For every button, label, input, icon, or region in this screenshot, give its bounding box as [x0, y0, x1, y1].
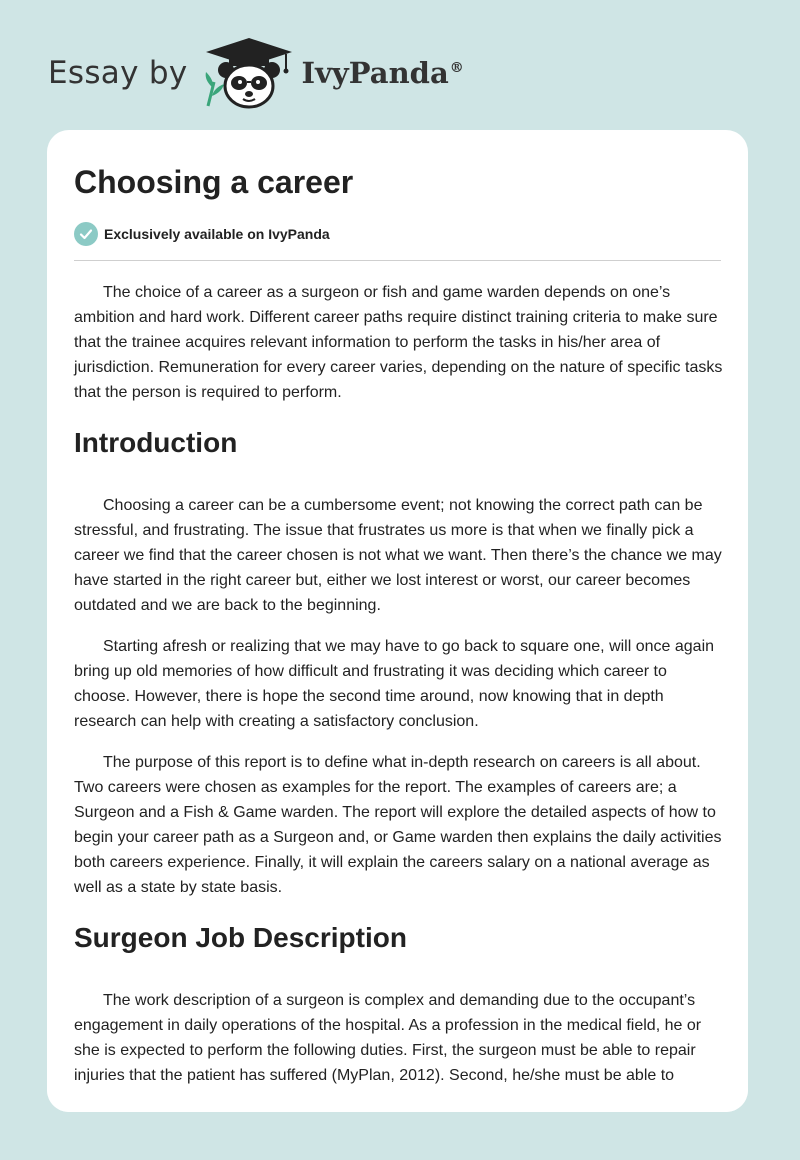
brand-prefix: Essay by [48, 55, 188, 91]
paragraph: Choosing a career can be a cumbersome event; not knowing the correct path can be stressful, and frustrating. The issue that frustrates us more is that when we finally pick a career we find that the career chosen is not what we want. Then there’s the chance we may have started in the right career but, either we lost interest or worst, our career becomes outdated and we are back to the beginning. [74, 497, 722, 614]
badge-text: Exclusively available on IvyPanda [104, 226, 330, 242]
article-body [74, 280, 723, 1112]
section-heading-surgeon-job-description: Surgeon Job Description [74, 922, 407, 953]
brand-header[interactable] [48, 36, 464, 110]
check-icon [74, 222, 98, 246]
intro-paragraph: The choice of a career as a surgeon or fish and game warden depends on one’s ambition and hard work. Different career paths require distinct training criteria to make sure that the trainee acquires relevant information to perform the tasks in his/her area of jurisdiction. Remuneration for every career varies, depending on the nature of specific tasks that the person is required to perform. [74, 284, 723, 401]
exclusive-badge [74, 222, 330, 246]
paragraph: Starting afresh or realizing that we may have to go back to square one, will once again bring up old memories of how difficult and frustrating it was deciding which career to choose. However, there is hope the second time around, now knowing that in depth research can help with creating a satisfactory conclusion. [74, 638, 715, 730]
panda-graduate-icon [202, 36, 296, 110]
section-heading-introduction: Introduction [74, 427, 238, 458]
article-card [47, 130, 748, 1112]
paragraph: The purpose of this report is to define what in-depth research on careers is all about. Two careers were chosen as examples for the report. The examples of careers are; a Surgeon and a Fish & Game warden. The report will explore the detailed aspects of how to begin your career path as a Surgeon and, or Game warden then explains the daily activities both careers experience. Finally, it will explain the careers salary on a national average as well as a state by state basis. [74, 754, 722, 896]
page-title: Choosing a career [74, 164, 354, 200]
brand-name: IvyPanda® [301, 56, 464, 90]
card-bottom-padding [47, 1088, 748, 1112]
title-divider [74, 260, 721, 261]
paragraph: The work description of a surgeon is complex and demanding due to the occupant’s engagement in daily operations of the hospital. As a profession in the medical field, he or she is expected to perform the following duties. First, the surgeon must be able to repair injuries that the patient has suffered (MyPlan, 2012). Second, he/she must be able to [74, 992, 702, 1084]
